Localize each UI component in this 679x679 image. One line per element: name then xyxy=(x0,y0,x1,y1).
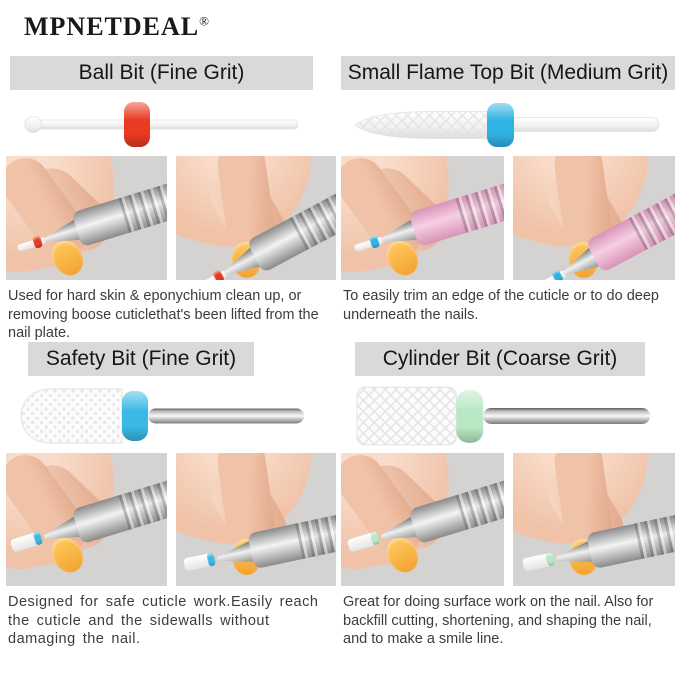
section-description: To easily trim an edge of the cuticle or to do deep underneath the nails. xyxy=(343,288,659,323)
section-description: Great for doing surface work on the nail. Also for backfill cutting, shortening, and shaping the nail, and to make a smile line. xyxy=(343,594,654,648)
usage-photos xyxy=(341,453,675,586)
drill-bit-tip xyxy=(537,269,567,280)
usage-photo xyxy=(513,156,676,280)
section-title: Safety Bit (Fine Grit) xyxy=(45,347,237,370)
usage-photo xyxy=(6,156,167,280)
bit-color-band xyxy=(32,235,43,249)
bit-color-band xyxy=(32,531,42,545)
usage-photos xyxy=(6,453,336,586)
brand-name: MPNETDEAL xyxy=(24,12,200,41)
drill-bit-tip xyxy=(198,269,228,280)
bit-color-band xyxy=(212,269,225,280)
bit-color-band xyxy=(369,531,379,545)
bit-color-band xyxy=(369,235,380,249)
registered-trademark-mark: ® xyxy=(199,13,211,29)
ball-bit-illustration xyxy=(6,97,336,153)
usage-photos xyxy=(341,156,675,280)
safety-bit-illustration xyxy=(6,382,336,450)
usage-photo xyxy=(341,453,504,586)
section-title: Cylinder Bit (Coarse Grit) xyxy=(382,347,618,370)
usage-photo xyxy=(513,453,676,586)
usage-photo xyxy=(341,156,504,280)
usage-photos xyxy=(6,156,336,280)
section-title-bar xyxy=(10,56,313,90)
section-title-bar xyxy=(28,342,254,376)
section-safety-bit xyxy=(6,342,336,649)
section-title-bar xyxy=(341,56,675,90)
bit-color-band xyxy=(551,269,564,280)
bit-color-band xyxy=(206,552,216,566)
section-title: Small Flame Top Bit (Medium Grit) xyxy=(347,61,669,84)
section-ball-bit xyxy=(6,56,336,343)
section-small-flame-top-bit xyxy=(341,56,675,324)
drill-bit-tip xyxy=(522,553,552,572)
flame-bit-illustration xyxy=(341,97,675,153)
section-cylinder-bit xyxy=(341,342,675,649)
usage-photo xyxy=(176,156,337,280)
cylinder-bit-illustration xyxy=(341,382,675,450)
usage-photo xyxy=(6,453,167,586)
section-title-bar xyxy=(355,342,645,376)
usage-photo xyxy=(176,453,337,586)
section-description: Designed for safe cuticle work.Easily reach the cuticle and the sidewalls without damaging the nail. xyxy=(8,594,319,648)
drill-bit-tip xyxy=(183,553,213,572)
section-title: Ball Bit (Fine Grit) xyxy=(78,61,245,84)
brand-logo xyxy=(24,12,210,42)
bit-color-band xyxy=(545,552,555,566)
section-description: Used for hard skin & eponychium clean up, or removing boose cuticlethat's been lifted from the nail plate. xyxy=(8,288,319,342)
